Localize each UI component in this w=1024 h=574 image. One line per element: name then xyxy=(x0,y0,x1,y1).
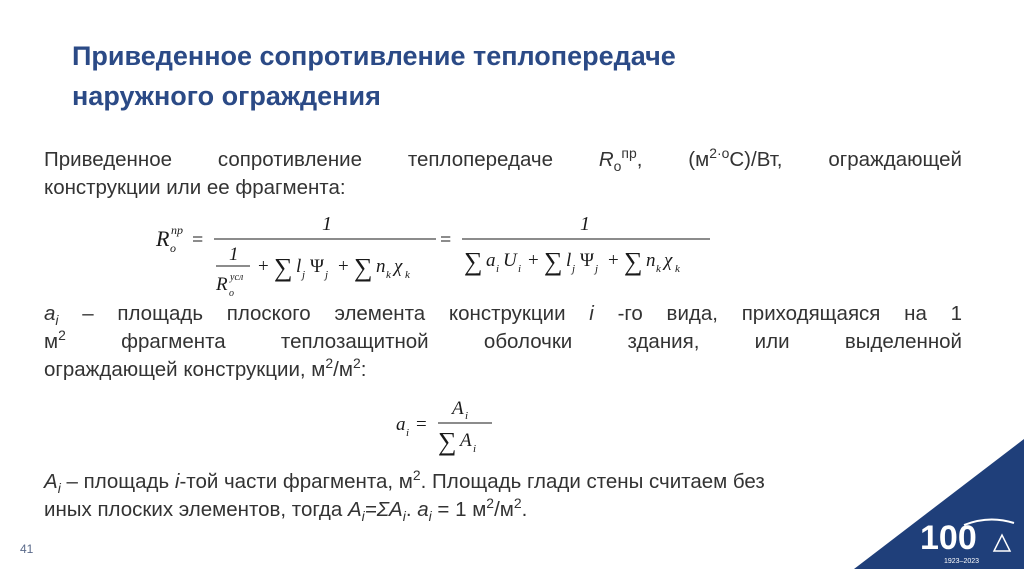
text-segment: ограждающей конструкции, м xyxy=(44,358,326,381)
plus: + xyxy=(338,256,349,277)
text-segment: : xyxy=(360,358,367,381)
text-segment: Приведенное сопротивление теплопередаче xyxy=(44,148,599,171)
sum-sign: ∑ xyxy=(544,247,563,276)
superscript: 2 xyxy=(58,327,66,344)
slide-title-line2: наружного ограждения xyxy=(72,81,381,111)
symbol-i: i xyxy=(589,302,594,325)
ai-line1 xyxy=(44,300,962,328)
inner-num: 1 xyxy=(229,244,239,265)
subscript: i xyxy=(361,508,365,525)
sym-a: a xyxy=(396,414,406,435)
sum-sign: ∑ xyxy=(274,253,293,282)
formula-R: R xyxy=(156,226,170,251)
sym-j: j xyxy=(325,269,329,281)
formula-num2: 1 xyxy=(580,213,590,235)
superscript: пр xyxy=(621,145,637,162)
sym-l: l xyxy=(566,250,572,271)
sym-A: A xyxy=(460,430,472,451)
subscript: о xyxy=(613,158,622,175)
sym-n: n xyxy=(646,250,656,271)
formula-R-sup: пр xyxy=(171,223,183,237)
definition-line1 xyxy=(44,146,962,174)
sum-sign: ∑ xyxy=(624,247,643,276)
inner-R-sub: o xyxy=(229,288,234,299)
sym-i: i xyxy=(496,263,500,275)
formula-eq1: = xyxy=(192,229,204,251)
text-segment: /м xyxy=(494,498,514,521)
anniversary-years: 1923–2023 xyxy=(944,558,980,565)
sum-sign: ∑ xyxy=(354,253,373,282)
superscript: 2 xyxy=(513,495,522,512)
subscript: i xyxy=(402,508,406,525)
text-segment: /м xyxy=(333,358,353,381)
sym-k: k xyxy=(656,263,661,275)
sym-k: k xyxy=(405,269,410,281)
symbol-R: R xyxy=(598,148,614,171)
formula-R-sub: o xyxy=(170,241,176,255)
text-segment: – площадь плоского элемента конструкции xyxy=(58,302,590,325)
symbol-i: i xyxy=(174,470,180,493)
formula-ai xyxy=(392,396,512,463)
sum-sign: ∑ xyxy=(438,427,457,456)
sym-i: i xyxy=(465,410,469,422)
sum-sign: ∑ xyxy=(464,247,483,276)
formula-svg xyxy=(392,396,512,458)
sym-chi: χ xyxy=(664,250,673,271)
page-number: 41 xyxy=(20,542,34,556)
slide-title-line1: Приведенное сопротивление теплопередаче xyxy=(72,41,676,71)
text-segment: -той части фрагмента, м xyxy=(179,470,413,493)
text-segment: . xyxy=(521,498,528,521)
eq: = xyxy=(416,414,427,435)
text-segment: фрагмента теплозащитной оболочки здания, или выделенной xyxy=(65,330,962,353)
text-segment: . xyxy=(405,498,418,521)
subscript: i xyxy=(55,312,59,329)
sym-j: j xyxy=(572,263,576,275)
sym-a: a xyxy=(486,250,496,271)
symbol-a: a xyxy=(44,302,56,325)
text-segment: иных плоских элементов, тогда xyxy=(44,498,348,521)
sym-i: i xyxy=(518,263,522,275)
sym-psi: Ψ xyxy=(580,250,595,271)
superscript: 2 xyxy=(352,355,361,372)
sym-A: A xyxy=(452,398,464,419)
superscript: 2 xyxy=(325,355,334,372)
sym-k: k xyxy=(386,269,391,281)
sym-j: j xyxy=(302,269,306,281)
sym-U: U xyxy=(503,250,517,271)
corner-decoration xyxy=(814,439,1024,574)
text-segment: =ΣA xyxy=(364,498,403,521)
formula-reduced-resistance xyxy=(150,210,730,307)
inner-R-sup: усл xyxy=(230,272,244,283)
symbol-a: a xyxy=(417,498,429,521)
superscript: 2 xyxy=(486,495,495,512)
text-segment: С)/Вт, ограждающей xyxy=(729,148,962,171)
symbol-A: A xyxy=(44,470,58,493)
text-segment: – площадь xyxy=(60,470,175,493)
text-segment: м xyxy=(44,330,59,353)
text-segment: . Площадь глади стены считаем без xyxy=(420,470,765,493)
text-segment: = 1 м xyxy=(431,498,487,521)
text-segment: -го вида, приходящаяся на 1 xyxy=(593,302,962,325)
formula-svg xyxy=(150,210,730,302)
ai-paragraph xyxy=(44,300,962,384)
anniversary-number: 100 xyxy=(920,519,977,557)
subscript: i xyxy=(57,480,61,497)
definition-line2: конструкции или ее фрагмента: xyxy=(44,176,346,199)
corner-svg xyxy=(814,439,1024,569)
subscript: i xyxy=(428,508,432,525)
sym-chi: χ xyxy=(394,256,403,277)
text-segment: , (м xyxy=(636,148,710,171)
sym-k: k xyxy=(675,263,680,275)
ai-line3 xyxy=(44,356,962,384)
plus: + xyxy=(608,250,619,271)
sym-j: j xyxy=(595,263,599,275)
definition-paragraph xyxy=(44,146,962,202)
symbol-A: A xyxy=(347,498,362,521)
sym-l: l xyxy=(296,256,302,277)
formula-eq2: = xyxy=(440,229,452,251)
sym-psi: Ψ xyxy=(310,256,325,277)
ai-line2 xyxy=(44,328,962,356)
plus: + xyxy=(528,250,539,271)
formula-num1: 1 xyxy=(322,213,332,235)
sym-i: i xyxy=(473,443,477,455)
inner-R: R xyxy=(216,274,228,295)
sym-i: i xyxy=(406,427,410,439)
sym-n: n xyxy=(376,256,386,277)
plus: + xyxy=(258,256,269,277)
superscript: 2 xyxy=(412,467,421,484)
slide-title xyxy=(72,36,952,116)
superscript: 2·о xyxy=(709,145,730,162)
